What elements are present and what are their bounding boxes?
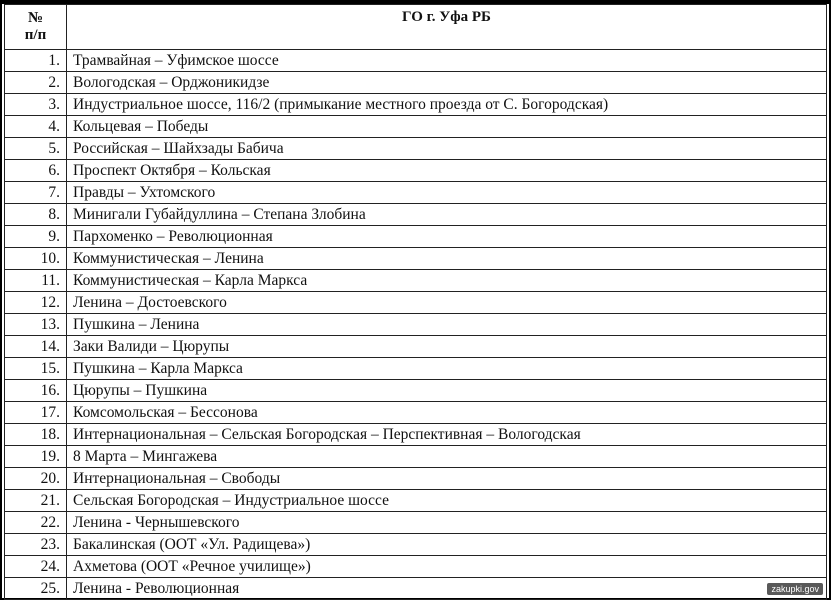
intersection-name: Заки Валиди – Цюрупы — [67, 336, 827, 358]
row-number: 13. — [5, 314, 67, 336]
intersection-name: Сельская Богородская – Индустриальное шоссе — [67, 490, 827, 512]
intersection-name: Ахметова (ООТ «Речное училище») — [67, 556, 827, 578]
row-number: 15. — [5, 358, 67, 380]
row-number: 3. — [5, 94, 67, 116]
row-number: 20. — [5, 468, 67, 490]
intersection-name: Бакалинская (ООТ «Ул. Радищева») — [67, 534, 827, 556]
row-number: 16. — [5, 380, 67, 402]
row-number: 9. — [5, 226, 67, 248]
row-number: 7. — [5, 182, 67, 204]
table-row — [5, 314, 827, 336]
header-title: ГО г. Уфа РБ — [67, 5, 827, 50]
table-body — [5, 50, 827, 600]
row-number: 23. — [5, 534, 67, 556]
row-number: 2. — [5, 72, 67, 94]
intersection-name: Пушкина – Ленина — [67, 314, 827, 336]
intersections-table — [4, 4, 827, 600]
table-row — [5, 490, 827, 512]
intersection-name: Комсомольская – Бессонова — [67, 402, 827, 424]
row-number: 18. — [5, 424, 67, 446]
row-number: 11. — [5, 270, 67, 292]
intersection-name: 8 Марта – Мингажева — [67, 446, 827, 468]
row-number: 14. — [5, 336, 67, 358]
table-row — [5, 116, 827, 138]
table-row — [5, 226, 827, 248]
table-row — [5, 292, 827, 314]
intersection-name: Ленина - Революционная — [67, 578, 827, 600]
table-row — [5, 424, 827, 446]
table-row — [5, 380, 827, 402]
intersection-name: Цюрупы – Пушкина — [67, 380, 827, 402]
table-row — [5, 468, 827, 490]
table-row — [5, 534, 827, 556]
intersection-name: Вологодская – Орджоникидзе — [67, 72, 827, 94]
intersection-name: Коммунистическая – Карла Маркса — [67, 270, 827, 292]
row-number: 22. — [5, 512, 67, 534]
header-number-abbrev: п/п — [24, 27, 47, 43]
table-row — [5, 270, 827, 292]
document-sheet — [2, 4, 829, 598]
row-number: 12. — [5, 292, 67, 314]
table-header-row — [5, 5, 827, 50]
row-number: 21. — [5, 490, 67, 512]
row-number: 25. — [5, 578, 67, 600]
table-row — [5, 402, 827, 424]
row-number: 6. — [5, 160, 67, 182]
header-number-symbol: № — [27, 10, 44, 26]
intersection-name: Пушкина – Карла Маркса — [67, 358, 827, 380]
intersection-name: Индустриальное шоссе, 116/2 (примыкание местного проезда от С. Богородская) — [67, 94, 827, 116]
intersection-name: Пархоменко – Революционная — [67, 226, 827, 248]
intersection-name: Кольцевая – Победы — [67, 116, 827, 138]
table-row — [5, 50, 827, 72]
table-row — [5, 578, 827, 600]
header-number-cell — [5, 5, 67, 50]
row-number: 8. — [5, 204, 67, 226]
row-number: 17. — [5, 402, 67, 424]
intersection-name: Ленина – Достоевского — [67, 292, 827, 314]
intersection-name: Проспект Октября – Кольская — [67, 160, 827, 182]
table-row — [5, 556, 827, 578]
intersection-name: Правды – Ухтомского — [67, 182, 827, 204]
row-number: 5. — [5, 138, 67, 160]
table-row — [5, 94, 827, 116]
table-row — [5, 138, 827, 160]
intersection-name: Трамвайная – Уфимское шоссе — [67, 50, 827, 72]
table-row — [5, 182, 827, 204]
table-row — [5, 204, 827, 226]
table-row — [5, 336, 827, 358]
watermark-badge: zakupki.gov — [767, 583, 823, 595]
row-number: 1. — [5, 50, 67, 72]
row-number: 10. — [5, 248, 67, 270]
intersection-name: Российская – Шайхзады Бабича — [67, 138, 827, 160]
table-row — [5, 72, 827, 94]
table-row — [5, 358, 827, 380]
intersection-name: Минигали Губайдуллина – Степана Злобина — [67, 204, 827, 226]
intersection-name: Интернациональная – Свободы — [67, 468, 827, 490]
table-row — [5, 160, 827, 182]
row-number: 19. — [5, 446, 67, 468]
row-number: 24. — [5, 556, 67, 578]
intersection-name: Ленина - Чернышевского — [67, 512, 827, 534]
table-row — [5, 446, 827, 468]
table-row — [5, 248, 827, 270]
intersection-name: Интернациональная – Сельская Богородская – Перспективная – Вологодская — [67, 424, 827, 446]
table-row — [5, 512, 827, 534]
intersection-name: Коммунистическая – Ленина — [67, 248, 827, 270]
row-number: 4. — [5, 116, 67, 138]
